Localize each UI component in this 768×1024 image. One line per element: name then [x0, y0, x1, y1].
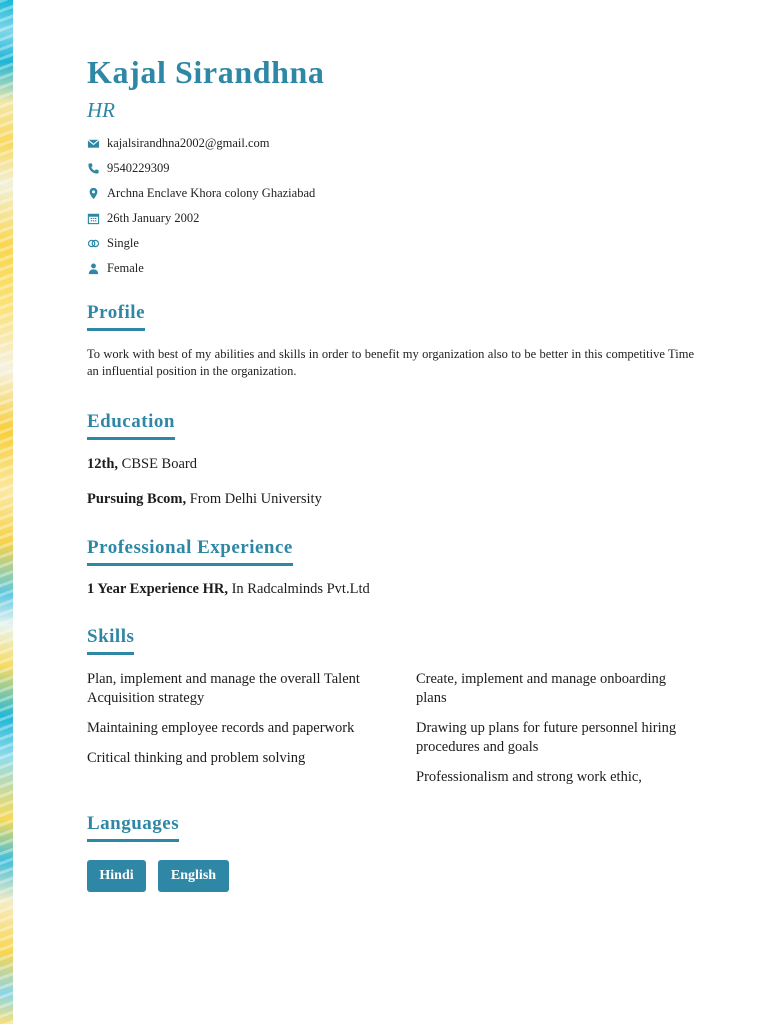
- education-item: [87, 456, 197, 473]
- experience-item-detail: In Radcalminds Pvt.Ltd: [231, 581, 370, 597]
- contact-marital-status: [87, 236, 139, 251]
- experience-item: [87, 581, 370, 598]
- contact-gender: [87, 261, 144, 276]
- marble-side-decoration: [0, 0, 13, 1024]
- language-badge-english: English: [158, 860, 229, 892]
- education-item: [87, 491, 322, 508]
- education-item-title: 12th,: [87, 456, 119, 472]
- resume-role: HR: [87, 98, 115, 122]
- experience-item-title: 1 Year Experience HR,: [87, 581, 228, 597]
- resume-name: Kajal Sirandhna: [87, 54, 325, 90]
- skill-item: Plan, implement and manage the overall Talent Acquisition strategy: [87, 671, 360, 706]
- person-icon: [87, 262, 100, 275]
- contact-birthdate: [87, 211, 199, 226]
- calendar-icon: [87, 212, 100, 225]
- contact-phone-text: 9540229309: [107, 161, 170, 175]
- languages-heading: Languages: [87, 813, 179, 842]
- contact-address: [87, 186, 315, 201]
- skill-item: Professionalism and strong work ethic,: [416, 769, 642, 785]
- mail-icon: [87, 137, 100, 150]
- contact-birthdate-text: 26th January 2002: [107, 211, 200, 225]
- contact-gender-text: Female: [107, 261, 144, 275]
- profile-heading: Profile: [87, 302, 145, 331]
- skill-item: Drawing up plans for future personnel hiring procedures and goals: [416, 720, 677, 755]
- phone-icon: [87, 162, 100, 175]
- skill-item: Create, implement and manage onboarding plans: [416, 671, 667, 706]
- rings-icon: [87, 237, 100, 250]
- skill-item: Critical thinking and problem solving: [87, 750, 306, 766]
- contact-email: [87, 136, 270, 151]
- skills-heading: Skills: [87, 626, 134, 655]
- experience-heading: Professional Experience: [87, 537, 293, 566]
- education-heading: Education: [87, 411, 175, 440]
- location-pin-icon: [87, 187, 100, 200]
- profile-text: To work with best of my abilities and skills in order to benefit my organization also to be better in this competitive Time an influential position in the organization.: [87, 347, 694, 378]
- contact-phone: [87, 161, 170, 176]
- education-item-detail: From Delhi University: [189, 491, 322, 507]
- contact-address-text: Archna Enclave Khora colony Ghaziabad: [107, 186, 316, 200]
- contact-marital-status-text: Single: [107, 236, 139, 250]
- contact-email-text: kajalsirandhna2002@gmail.com: [107, 136, 270, 150]
- education-item-detail: CBSE Board: [121, 456, 197, 472]
- language-badge-hindi: Hindi: [87, 860, 146, 892]
- education-item-title: Pursuing Bcom,: [87, 491, 187, 507]
- skill-item: Maintaining employee records and paperwork: [87, 720, 355, 736]
